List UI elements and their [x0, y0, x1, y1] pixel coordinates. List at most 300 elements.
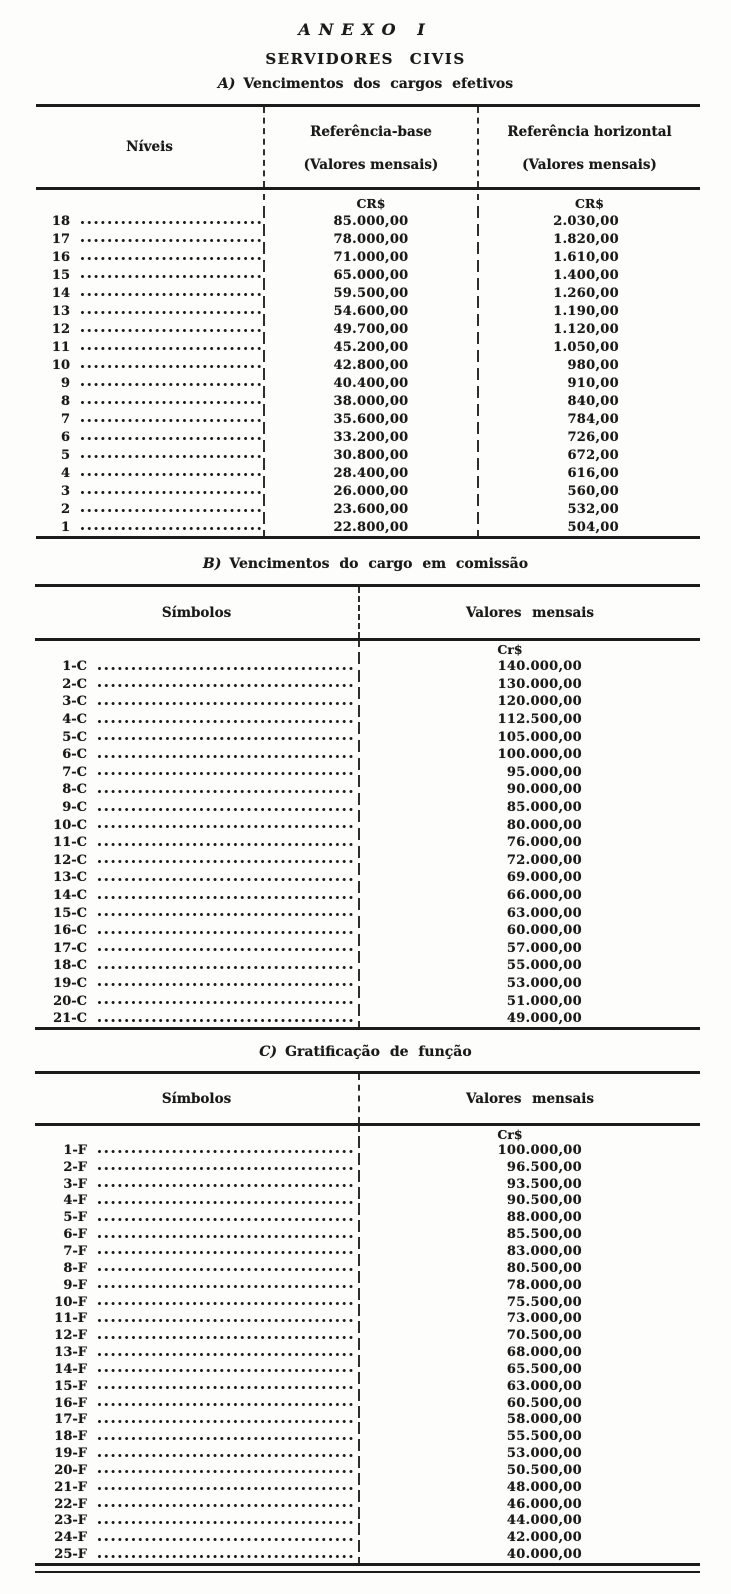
dotted-leader — [81, 527, 261, 530]
currency-label-horizontal: CR$ — [477, 194, 700, 212]
simbolo-label: 23-F — [54, 1513, 87, 1529]
table-c-rows — [35, 1142, 700, 1563]
simbolo-label: 12-F — [54, 1328, 87, 1344]
valor-mensal-value: 65.500,00 — [358, 1361, 700, 1378]
simbolo-label: 20-C — [53, 993, 87, 1009]
table-a-rows — [36, 212, 700, 536]
dotted-leader — [81, 509, 261, 512]
simbolo-label: 17-F — [54, 1412, 87, 1428]
referencia-horizontal-value: 726,00 — [477, 428, 700, 446]
valor-mensal-value: 83.000,00 — [358, 1243, 700, 1260]
table-row — [35, 1209, 700, 1226]
dotted-leader — [98, 1218, 356, 1221]
dotted-leader — [81, 257, 261, 260]
valor-mensal-value: 49.000,00 — [358, 1010, 700, 1028]
simbolo-label: 5-F — [63, 1210, 87, 1226]
valor-mensal-value: 72.000,00 — [358, 852, 700, 870]
simbolo-label: 4-F — [63, 1193, 87, 1209]
dotted-leader — [81, 365, 261, 368]
table-row — [36, 212, 700, 230]
table-row — [35, 676, 700, 694]
valor-mensal-value: 100.000,00 — [358, 746, 700, 764]
dotted-leader — [98, 1019, 356, 1022]
table-row — [36, 302, 700, 320]
nivel-label: 11 — [51, 339, 70, 355]
valor-mensal-value: 85.500,00 — [358, 1226, 700, 1243]
referencia-horizontal-value: 840,00 — [477, 392, 700, 410]
currency-row — [36, 194, 700, 212]
doc-subtitle: SERVIDORES CIVIS — [265, 50, 466, 68]
column-header-simbolos: Símbolos — [161, 1090, 232, 1107]
valor-mensal-value: 88.000,00 — [358, 1209, 700, 1226]
table-row — [36, 338, 700, 356]
dotted-leader — [81, 419, 261, 422]
valor-mensal-value: 55.000,00 — [358, 957, 700, 975]
table-row — [35, 1310, 700, 1327]
table-row — [35, 1277, 700, 1294]
simbolo-label: 11-F — [54, 1311, 87, 1327]
valor-mensal-value: 120.000,00 — [358, 693, 700, 711]
referencia-horizontal-value: 1.190,00 — [477, 302, 700, 320]
valor-mensal-value: 80.500,00 — [358, 1260, 700, 1277]
dotted-leader — [98, 983, 356, 986]
simbolo-label: 22-F — [54, 1496, 87, 1512]
simbolo-label: 11-C — [53, 835, 87, 851]
table-row — [35, 1412, 700, 1429]
dotted-leader — [81, 293, 261, 296]
section-a-letter: A) — [217, 76, 236, 92]
simbolo-label: 16-F — [54, 1395, 87, 1411]
table-row — [36, 248, 700, 266]
simbolo-label: 25-F — [54, 1547, 87, 1563]
dotted-leader — [98, 1521, 356, 1524]
dotted-leader — [81, 329, 261, 332]
table-row — [35, 816, 700, 834]
table-row — [35, 1361, 700, 1378]
simbolo-label: 16-C — [53, 923, 87, 939]
column-header-referencia-base — [263, 107, 477, 187]
column-header-valores-mensais: Valores mensais — [358, 587, 700, 638]
dotted-leader — [98, 1167, 356, 1170]
double-horizontal-rule — [35, 1563, 700, 1573]
doc-title: ANEXO I — [298, 20, 433, 39]
dotted-leader — [98, 1001, 356, 1004]
simbolo-label: 3-C — [62, 694, 87, 710]
nivel-label: 9 — [60, 375, 70, 391]
currency-label: Cr$ — [358, 1126, 700, 1142]
table-row — [35, 764, 700, 782]
nivel-label: 6 — [60, 429, 70, 445]
simbolo-label: 21-C — [53, 1011, 87, 1027]
table-row — [35, 1327, 700, 1344]
table-row — [35, 1529, 700, 1546]
table-row — [35, 1479, 700, 1496]
nivel-label: 15 — [51, 267, 70, 283]
table-row — [35, 1344, 700, 1361]
table-row — [35, 799, 700, 817]
dotted-leader — [98, 1454, 356, 1457]
nivel-label: 17 — [51, 231, 70, 247]
valor-mensal-value: 95.000,00 — [358, 764, 700, 782]
table-row — [36, 284, 700, 302]
nivel-label: 3 — [60, 483, 70, 499]
table-row — [36, 428, 700, 446]
valor-mensal-value: 93.500,00 — [358, 1176, 700, 1193]
dotted-leader — [98, 825, 356, 828]
dotted-leader — [98, 1251, 356, 1254]
currency-row — [35, 641, 700, 658]
nivel-label: 1 — [60, 519, 70, 535]
dotted-leader — [98, 684, 356, 687]
table-row — [36, 410, 700, 428]
dotted-leader — [98, 1555, 356, 1558]
valor-mensal-value: 55.500,00 — [358, 1428, 700, 1445]
table-row — [35, 1428, 700, 1445]
dotted-leader — [98, 755, 356, 758]
dotted-leader — [98, 1285, 356, 1288]
table-row — [35, 834, 700, 852]
table-row — [35, 1176, 700, 1193]
referencia-base-value: 22.800,00 — [263, 518, 477, 536]
dotted-leader — [98, 1336, 356, 1339]
dotted-leader — [98, 1235, 356, 1238]
valor-mensal-value: 63.000,00 — [358, 1378, 700, 1395]
horizontal-rule — [35, 1027, 700, 1030]
currency-label-base: CR$ — [263, 194, 477, 212]
referencia-horizontal-value: 1.820,00 — [477, 230, 700, 248]
nivel-label: 2 — [60, 501, 70, 517]
simbolo-label: 8-C — [62, 782, 87, 798]
nivel-label: 16 — [51, 249, 70, 265]
table-row — [36, 482, 700, 500]
column-header-niveis: Níveis — [126, 139, 173, 155]
dotted-leader — [98, 772, 356, 775]
nivel-label: 4 — [60, 465, 70, 481]
simbolo-label: 13-F — [54, 1345, 87, 1361]
simbolo-label: 21-F — [54, 1479, 87, 1495]
table-row — [35, 1496, 700, 1513]
simbolo-label: 4-C — [62, 712, 87, 728]
referencia-horizontal-value: 560,00 — [477, 482, 700, 500]
simbolo-label: 3-F — [63, 1176, 87, 1192]
section-b-letter: B) — [202, 556, 222, 572]
simbolo-label: 2-C — [62, 676, 87, 692]
valor-mensal-value: 73.000,00 — [358, 1310, 700, 1327]
nivel-label: 13 — [51, 303, 70, 319]
valor-mensal-value: 130.000,00 — [358, 676, 700, 694]
table-row — [35, 852, 700, 870]
valor-mensal-value: 51.000,00 — [358, 992, 700, 1010]
valor-mensal-value: 44.000,00 — [358, 1513, 700, 1530]
table-row — [36, 500, 700, 518]
valor-mensal-value: 90.500,00 — [358, 1193, 700, 1210]
horizontal-rule — [36, 536, 700, 539]
simbolo-label: 9-C — [62, 800, 87, 816]
referencia-base-value: 85.000,00 — [263, 212, 477, 230]
dotted-leader — [98, 1150, 356, 1153]
nivel-label: 12 — [51, 321, 70, 337]
table-row — [35, 658, 700, 676]
valor-mensal-value: 70.500,00 — [358, 1327, 700, 1344]
referencia-base-value: 54.600,00 — [263, 302, 477, 320]
table-row — [35, 887, 700, 905]
table-b-body — [35, 641, 700, 1027]
referencia-base-value: 35.600,00 — [263, 410, 477, 428]
referencia-horizontal-value: 1.260,00 — [477, 284, 700, 302]
table-row — [35, 992, 700, 1010]
simbolo-label: 6-C — [62, 747, 87, 763]
dotted-leader — [81, 347, 261, 350]
table-row — [35, 781, 700, 799]
simbolo-label: 7-C — [62, 764, 87, 780]
dotted-leader — [98, 1386, 356, 1389]
simbolo-label: 10-F — [54, 1294, 87, 1310]
table-row — [36, 266, 700, 284]
referencia-base-subtitle: (Valores mensais) — [303, 157, 439, 173]
dotted-leader — [98, 913, 356, 916]
section-a-title: Vencimentos dos cargos efetivos — [243, 76, 514, 92]
section-c-heading — [0, 1044, 731, 1060]
referencia-horizontal-value: 980,00 — [477, 356, 700, 374]
nivel-label: 5 — [60, 447, 70, 463]
simbolo-label: 18-C — [53, 958, 87, 974]
simbolo-label: 6-F — [63, 1227, 87, 1243]
table-b-rows — [35, 658, 700, 1027]
referencia-base-title: Referência-base — [310, 124, 432, 140]
valor-mensal-value: 140.000,00 — [358, 658, 700, 676]
referencia-base-value: 33.200,00 — [263, 428, 477, 446]
dotted-leader — [98, 1504, 356, 1507]
table-row — [35, 1159, 700, 1176]
valor-mensal-value: 69.000,00 — [358, 869, 700, 887]
table-row — [35, 1445, 700, 1462]
table-row — [35, 904, 700, 922]
dotted-leader — [98, 1487, 356, 1490]
dotted-leader — [98, 1470, 356, 1473]
simbolo-label: 15-F — [54, 1378, 87, 1394]
valor-mensal-value: 60.500,00 — [358, 1395, 700, 1412]
section-b-title: Vencimentos do cargo em comissão — [229, 556, 529, 572]
valor-mensal-value: 50.500,00 — [358, 1462, 700, 1479]
simbolo-label: 13-C — [53, 870, 87, 886]
table-c-body — [35, 1126, 700, 1563]
valor-mensal-value: 40.000,00 — [358, 1546, 700, 1563]
valor-mensal-value: 78.000,00 — [358, 1277, 700, 1294]
referencia-base-value: 23.600,00 — [263, 500, 477, 518]
simbolo-label: 1-C — [62, 659, 87, 675]
currency-row — [35, 1126, 700, 1142]
table-row — [35, 1546, 700, 1563]
dotted-leader — [98, 966, 356, 969]
table-row — [35, 975, 700, 993]
table-b-header — [35, 587, 700, 638]
table-gratificacao-funcao — [35, 1071, 700, 1573]
nivel-label: 8 — [60, 393, 70, 409]
table-a-body — [36, 190, 700, 536]
referencia-base-value: 45.200,00 — [263, 338, 477, 356]
simbolo-label: 5-C — [62, 729, 87, 745]
referencia-horizontal-value: 1.610,00 — [477, 248, 700, 266]
table-row — [35, 1513, 700, 1530]
dotted-leader — [81, 221, 261, 224]
referencia-horizontal-value: 910,00 — [477, 374, 700, 392]
table-row — [35, 1226, 700, 1243]
referencia-base-value: 26.000,00 — [263, 482, 477, 500]
dotted-leader — [81, 401, 261, 404]
referencia-base-value: 40.400,00 — [263, 374, 477, 392]
valor-mensal-value: 42.000,00 — [358, 1529, 700, 1546]
valor-mensal-value: 46.000,00 — [358, 1496, 700, 1513]
table-row — [35, 922, 700, 940]
table-row — [36, 356, 700, 374]
table-a-header — [36, 107, 700, 187]
table-row — [35, 1142, 700, 1159]
valor-mensal-value: 80.000,00 — [358, 816, 700, 834]
referencia-base-value: 28.400,00 — [263, 464, 477, 482]
dotted-leader — [98, 1420, 356, 1423]
dotted-leader — [98, 737, 356, 740]
dotted-leader — [98, 860, 356, 863]
dotted-leader — [81, 491, 261, 494]
simbolo-label: 18-F — [54, 1429, 87, 1445]
referencia-horizontal-title: Referência horizontal — [507, 124, 672, 140]
dotted-leader — [81, 473, 261, 476]
referencia-horizontal-value: 532,00 — [477, 500, 700, 518]
valor-mensal-value: 48.000,00 — [358, 1479, 700, 1496]
dotted-leader — [81, 239, 261, 242]
referencia-base-value: 65.000,00 — [263, 266, 477, 284]
table-row — [35, 693, 700, 711]
dotted-leader — [98, 948, 356, 951]
simbolo-label: 17-C — [53, 940, 87, 956]
referencia-base-value: 78.000,00 — [263, 230, 477, 248]
referencia-base-value: 71.000,00 — [263, 248, 477, 266]
dotted-leader — [98, 1268, 356, 1271]
dotted-leader — [98, 667, 356, 670]
nivel-label: 10 — [51, 357, 70, 373]
column-header-simbolos: Símbolos — [161, 604, 232, 621]
simbolo-label: 7-F — [63, 1243, 87, 1259]
dotted-leader — [81, 311, 261, 314]
table-row — [35, 1378, 700, 1395]
dotted-leader — [98, 702, 356, 705]
table-row — [36, 374, 700, 392]
referencia-base-value: 30.800,00 — [263, 446, 477, 464]
valor-mensal-value: 53.000,00 — [358, 975, 700, 993]
nivel-label: 14 — [51, 285, 70, 301]
table-row — [35, 728, 700, 746]
simbolo-label: 1-F — [63, 1142, 87, 1158]
valor-mensal-value: 112.500,00 — [358, 711, 700, 729]
table-vencimentos-cargo-comissao — [35, 584, 700, 1030]
dotted-leader — [98, 1319, 356, 1322]
referencia-horizontal-value: 616,00 — [477, 464, 700, 482]
table-row — [35, 746, 700, 764]
table-row — [36, 392, 700, 410]
table-row — [35, 869, 700, 887]
valor-mensal-value: 53.000,00 — [358, 1445, 700, 1462]
table-row — [35, 1260, 700, 1277]
valor-mensal-value: 63.000,00 — [358, 904, 700, 922]
table-row — [35, 1010, 700, 1028]
referencia-base-value: 59.500,00 — [263, 284, 477, 302]
table-row — [35, 1193, 700, 1210]
simbolo-label: 8-F — [63, 1260, 87, 1276]
nivel-label: 18 — [51, 213, 70, 229]
column-header-referencia-horizontal — [477, 107, 700, 187]
table-row — [36, 230, 700, 248]
valor-mensal-value: 90.000,00 — [358, 781, 700, 799]
dotted-leader — [98, 1184, 356, 1187]
referencia-horizontal-value: 504,00 — [477, 518, 700, 536]
table-row — [36, 518, 700, 536]
dotted-leader — [98, 1538, 356, 1541]
referencia-horizontal-value: 784,00 — [477, 410, 700, 428]
nivel-label: 7 — [60, 411, 70, 427]
dotted-leader — [81, 455, 261, 458]
dotted-leader — [81, 383, 261, 386]
table-row — [35, 1462, 700, 1479]
table-row — [35, 1395, 700, 1412]
referencia-horizontal-value: 672,00 — [477, 446, 700, 464]
simbolo-label: 2-F — [63, 1159, 87, 1175]
dotted-leader — [98, 1403, 356, 1406]
table-c-header — [35, 1074, 700, 1123]
valor-mensal-value: 105.000,00 — [358, 728, 700, 746]
dotted-leader — [81, 437, 261, 440]
dotted-leader — [98, 878, 356, 881]
valor-mensal-value: 96.500,00 — [358, 1159, 700, 1176]
simbolo-label: 24-F — [54, 1530, 87, 1546]
dotted-leader — [98, 1201, 356, 1204]
dotted-leader — [98, 1353, 356, 1356]
table-row — [36, 320, 700, 338]
valor-mensal-value: 60.000,00 — [358, 922, 700, 940]
simbolo-label: 12-C — [53, 852, 87, 868]
section-c-letter: C) — [259, 1044, 278, 1060]
valor-mensal-value: 57.000,00 — [358, 940, 700, 958]
simbolo-label: 10-C — [53, 817, 87, 833]
table-row — [35, 711, 700, 729]
referencia-horizontal-value: 1.400,00 — [477, 266, 700, 284]
table-row — [35, 1294, 700, 1311]
simbolo-label: 15-C — [53, 905, 87, 921]
referencia-horizontal-value: 1.120,00 — [477, 320, 700, 338]
dotted-leader — [98, 720, 356, 723]
dotted-leader — [98, 808, 356, 811]
simbolo-label: 19-F — [54, 1446, 87, 1462]
dotted-leader — [98, 931, 356, 934]
table-row — [36, 446, 700, 464]
simbolo-label: 9-F — [63, 1277, 87, 1293]
valor-mensal-value: 75.500,00 — [358, 1294, 700, 1311]
dotted-leader — [98, 1302, 356, 1305]
dotted-leader — [98, 1437, 356, 1440]
referencia-base-value: 42.800,00 — [263, 356, 477, 374]
simbolo-label: 20-F — [54, 1462, 87, 1478]
section-a-heading — [0, 76, 731, 92]
table-row — [35, 940, 700, 958]
valor-mensal-value: 85.000,00 — [358, 799, 700, 817]
simbolo-label: 14-F — [54, 1361, 87, 1377]
referencia-horizontal-subtitle: (Valores mensais) — [522, 157, 657, 173]
table-vencimentos-cargos-efetivos — [36, 104, 700, 539]
referencia-horizontal-value: 1.050,00 — [477, 338, 700, 356]
table-row — [35, 1243, 700, 1260]
dotted-leader — [81, 275, 261, 278]
table-row — [36, 464, 700, 482]
table-row — [35, 957, 700, 975]
